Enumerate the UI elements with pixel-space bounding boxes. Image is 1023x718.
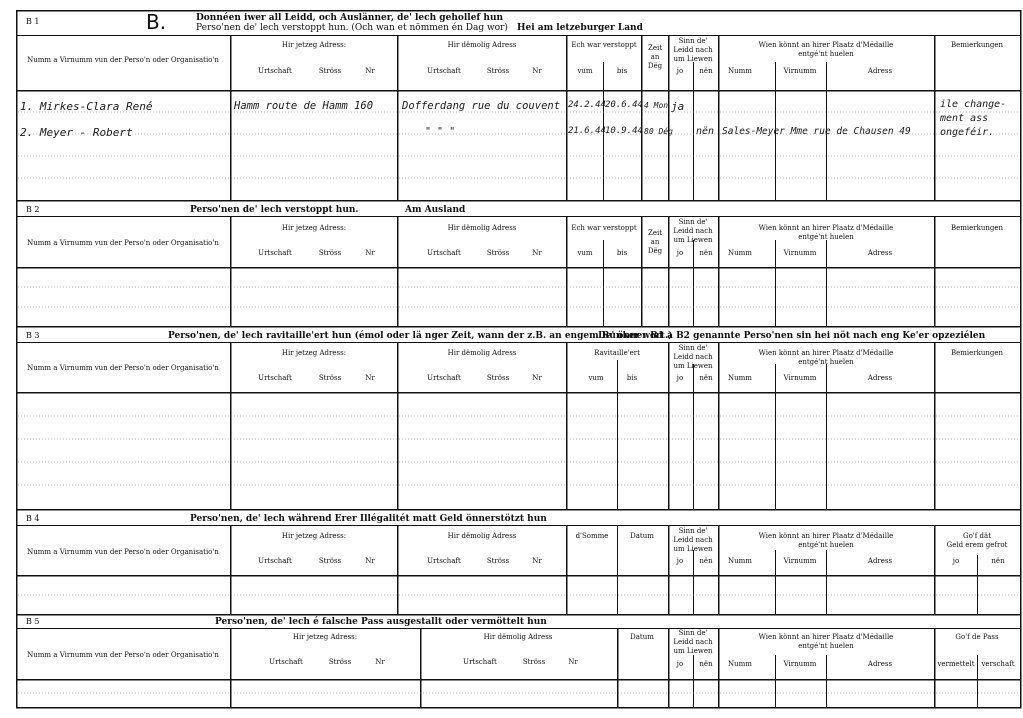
b1-row2-name: 2. Meyer - Robert (20, 126, 133, 139)
b4-col-current-address: Hir jetzeg Adress: (281, 532, 347, 540)
b4-col-returned-1: Go'f dät (962, 532, 992, 540)
b5-col-previous-number: Nr (568, 658, 578, 666)
col-sense-2: Leidd nach (673, 46, 713, 54)
b4-col-sum: d'Somme (575, 532, 609, 540)
b2-col-sense-3: um Liewen (673, 236, 713, 244)
b2-col-sense-2: Leidd nach (673, 227, 713, 235)
b2-col-hidden: Ech war verstoppt (571, 224, 637, 232)
b4-col-current-locality: Urtschaft (258, 557, 292, 565)
b4-col-medal-firstname: Virnumm (783, 557, 817, 565)
col-from: vum (577, 67, 593, 75)
b5-col-sense-2: Leidd nach (673, 638, 713, 646)
b2-col-medal-2: entgé'nt huelen (798, 233, 854, 241)
b3-col-to: bis (626, 374, 638, 382)
col-previous-locality: Urtschaft (427, 67, 461, 75)
b5-col-current-street: Ströss (328, 658, 352, 666)
b1-row1-name: 1. Mirkes-Clara René (20, 100, 153, 113)
col-current-locality: Urtschaft (258, 67, 292, 75)
b1-row1-from: 24.2.44 (568, 100, 606, 110)
b5-col-pass-procured: verschaft (981, 660, 1015, 668)
form-letter: B. (146, 10, 167, 34)
b2-col-medal-address: Adress (867, 249, 893, 257)
b5-col-pass-issued: vermettelt (937, 660, 975, 668)
b2-col-current-address: Hir jetzeg Adress: (281, 224, 347, 232)
b4-col-sense-1: Sinn de' (678, 527, 708, 535)
section-b2-title-right: Am Ausland (405, 205, 466, 215)
section-b1-title-right: Hei am letzeburger Land (517, 23, 643, 33)
b1-row2-no: nën (696, 126, 715, 137)
b1-row1-remarks-3: ongeféir. (940, 127, 995, 138)
b5-col-pass: Go'f de Pass (955, 633, 999, 641)
col-time-2: an (650, 53, 660, 61)
b4-col-sense-3: um Liewen (673, 545, 713, 553)
col-medal-1: Wien könnt an hirer Plaatz d'Médaille (758, 41, 894, 49)
col-name-org: Numm a Virnumm vun der Perso'n oder Organisatio'n (27, 56, 219, 64)
b5-col-medal-address: Adress (867, 660, 893, 668)
b5-col-medal-1: Wien könnt an hirer Plaatz d'Médaille (758, 633, 894, 641)
b5-col-no: nën (699, 660, 713, 668)
b4-col-medal-1: Wien könnt an hirer Plaatz d'Médaille (758, 532, 894, 540)
b3-col-name-org: Numm a Virnumm vun der Perso'n oder Organisatio'n (27, 364, 219, 372)
b4-col-previous-address: Hir dëmolig Adress (447, 532, 517, 540)
col-previous-address: Hir dëmolig Adress (447, 41, 517, 49)
b4-col-medal-name: Numm (728, 557, 752, 565)
b3-col-sense-1: Sinn de' (678, 344, 708, 352)
b2-col-previous-street: Ströss (486, 249, 510, 257)
b1-row1-remarks-2: ment ass (940, 113, 989, 124)
b5-col-medal-2: entgé'nt huelen (798, 642, 854, 650)
b3-col-medal-firstname: Virnumm (783, 374, 817, 382)
b2-col-from: vum (577, 249, 593, 257)
b4-col-sense-2: Leidd nach (673, 536, 713, 544)
section-b4-title: Perso'nen, de' lech während Erer Illégalitét matt Geld önnerstötzt hun (190, 514, 547, 524)
b4-col-name-org: Numm a Virnumm vun der Perso'n oder Organisatio'n (27, 548, 219, 556)
b1-row1-previous: Dofferdang rue du couvent (402, 100, 561, 112)
col-current-number: Nr (365, 67, 375, 75)
b5-col-sense-1: Sinn de' (678, 629, 708, 637)
b1-row1-to: 20.6.44 (605, 100, 643, 110)
b5-col-previous-street: Ströss (522, 658, 546, 666)
b5-col-sense-3: um Liewen (673, 647, 713, 655)
b4-col-medal-2: entgé'nt huelen (798, 541, 854, 549)
b2-col-time-1: Zeit (647, 229, 663, 237)
b1-row2-days: 80 Dég (644, 127, 673, 136)
b3-col-current-street: Ströss (318, 374, 342, 382)
b4-col-yes: jo (676, 557, 684, 565)
b2-col-time-3: Dëg (647, 247, 663, 255)
b4-col-current-number: Nr (365, 557, 375, 565)
col-hidden: Ech war verstoppt (571, 41, 637, 49)
b2-col-medal-1: Wien könnt an hirer Plaatz d'Médaille (758, 224, 894, 232)
b2-col-previous-number: Nr (532, 249, 542, 257)
col-no: nën (699, 67, 713, 75)
b4-col-no: nën (699, 557, 713, 565)
b4-col-medal-address: Adress (867, 557, 893, 565)
b3-col-remarks: Bemierkungen (950, 349, 1004, 357)
col-current-address: Hir jetzeg Adress: (281, 41, 347, 49)
b3-col-sense-3: um Liewen (673, 362, 713, 370)
b2-col-time-2: an (650, 238, 660, 246)
section-b5-code: B 5 (26, 617, 40, 626)
section-b2-title: Perso'nen de' lech verstoppt hun. (190, 205, 359, 215)
b3-col-previous-address: Hir dëmolig Adress (447, 349, 517, 357)
b5-col-current-locality: Urtschaft (269, 658, 303, 666)
col-previous-street: Ströss (486, 67, 510, 75)
b3-col-previous-locality: Urtschaft (427, 374, 461, 382)
col-medal-firstname: Virnumm (783, 67, 817, 75)
section-b3-code: B 3 (26, 331, 40, 340)
b3-col-supplied: Ravitaille'ert (594, 349, 640, 357)
b1-row2-previous: " " " (425, 126, 456, 137)
b4-col-previous-number: Nr (532, 557, 542, 565)
b3-col-previous-number: Nr (532, 374, 542, 382)
section-b5-title: Perso'nen, de' lech é falsche Pass ausgestallt oder vermöttelt hun (215, 617, 547, 627)
b5-col-current-number: Nr (375, 658, 385, 666)
b5-col-date: Datum (630, 633, 654, 641)
col-time-3: Dëg (647, 62, 663, 70)
b3-col-medal-address: Adress (867, 374, 893, 382)
col-medal-address: Adress (867, 67, 893, 75)
col-remarks: Bemierkungen (950, 41, 1004, 49)
col-to: bis (616, 67, 628, 75)
b3-col-from: vum (588, 374, 604, 382)
section-b1-code: B 1 (26, 17, 40, 26)
col-time-1: Zeit (647, 44, 663, 52)
section-b1-title-line1: Donnéen iwer all Leidd, och Auslänner, de' lech gehollef hun (196, 13, 504, 23)
b2-col-sense-1: Sinn de' (678, 218, 708, 226)
b2-col-current-street: Ströss (318, 249, 342, 257)
col-yes: jo (676, 67, 684, 75)
b5-col-name-org: Numm a Virnumm vun der Perso'n oder Organisatio'n (27, 651, 219, 659)
section-b1-title-line2: Perso'nen de' lech verstoppt hun. (Och wan et nömmen én Dag wor) (196, 23, 508, 33)
section-b4-code: B 4 (26, 514, 40, 523)
section-b3-title: Perso'nen, de' lech ravitaille'ert hun (émol oder lä nger Zeit, wann der z.B. an engem Bunker wort.) (168, 331, 673, 341)
b2-col-previous-locality: Urtschaft (427, 249, 461, 257)
col-sense-3: um Liewen (673, 55, 713, 63)
b4-col-yes: jo (952, 557, 960, 565)
b2-col-medal-firstname: Virnumm (783, 249, 817, 257)
section-b2-code: B 2 (26, 205, 40, 214)
col-previous-number: Nr (532, 67, 542, 75)
b3-col-current-address: Hir jetzeg Adress: (281, 349, 347, 357)
b5-col-previous-locality: Urtschaft (463, 658, 497, 666)
b4-col-current-street: Ströss (318, 557, 342, 565)
b2-col-no: nën (699, 249, 713, 257)
b4-col-date: Datum (630, 532, 654, 540)
b5-col-medal-name: Numm (728, 660, 752, 668)
b2-col-current-locality: Urtschaft (258, 249, 292, 257)
b5-col-current-address: Hir jetzeg Adress: (292, 633, 358, 641)
b4-col-previous-street: Ströss (486, 557, 510, 565)
b3-col-current-number: Nr (365, 374, 375, 382)
b5-col-medal-firstname: Virnumm (783, 660, 817, 668)
b5-col-previous-address: Hir dëmolig Adress (483, 633, 553, 641)
b1-row2-to: 10.9.44 (605, 126, 643, 136)
b3-col-yes: jo (676, 374, 684, 382)
b1-row2-medal: Sales-Meyer Mme rue de Chausen 49 (722, 126, 911, 137)
b2-col-to: bis (616, 249, 628, 257)
b2-col-current-number: Nr (365, 249, 375, 257)
b2-col-remarks: Bemierkungen (950, 224, 1004, 232)
section-b3-title-right: De' önner B1 a B2 genannte Perso'nen sin hei nöt nach eng Ke'er opzeziélen (598, 331, 986, 341)
b3-col-no: nën (699, 374, 713, 382)
b1-row1-yes: ja (671, 100, 685, 113)
b2-col-medal-name: Numm (728, 249, 752, 257)
col-sense-1: Sinn de' (678, 37, 708, 45)
b2-col-previous-address: Hir dëmolig Adress (447, 224, 517, 232)
b3-col-medal-name: Numm (728, 374, 752, 382)
b2-col-name-org: Numm a Virnumm vun der Perso'n oder Organisatio'n (27, 239, 219, 247)
b3-col-previous-street: Ströss (486, 374, 510, 382)
b1-row1-days: 4 Mon (644, 101, 669, 110)
col-medal-name: Numm (728, 67, 752, 75)
b5-col-yes: jo (676, 660, 684, 668)
b3-col-medal-2: entgé'nt huelen (798, 358, 854, 366)
b4-col-returned-2: Geld erem gefrot (946, 541, 1008, 549)
b3-col-current-locality: Urtschaft (258, 374, 292, 382)
b1-row2-from: 21.6.44 (568, 126, 606, 136)
col-medal-2: entgé'nt huelen (798, 50, 854, 58)
b4-col-previous-locality: Urtschaft (427, 557, 461, 565)
col-current-street: Ströss (318, 67, 342, 75)
b3-col-sense-2: Leidd nach (673, 353, 713, 361)
b2-col-yes: jo (676, 249, 684, 257)
b3-col-medal-1: Wien könnt an hirer Plaatz d'Médaille (758, 349, 894, 357)
b4-col-no-right: nën (991, 557, 1005, 565)
b1-row1-current: Hamm route de Hamm 160 (234, 100, 374, 112)
b1-row1-remarks-1: ile change- (940, 99, 1007, 110)
